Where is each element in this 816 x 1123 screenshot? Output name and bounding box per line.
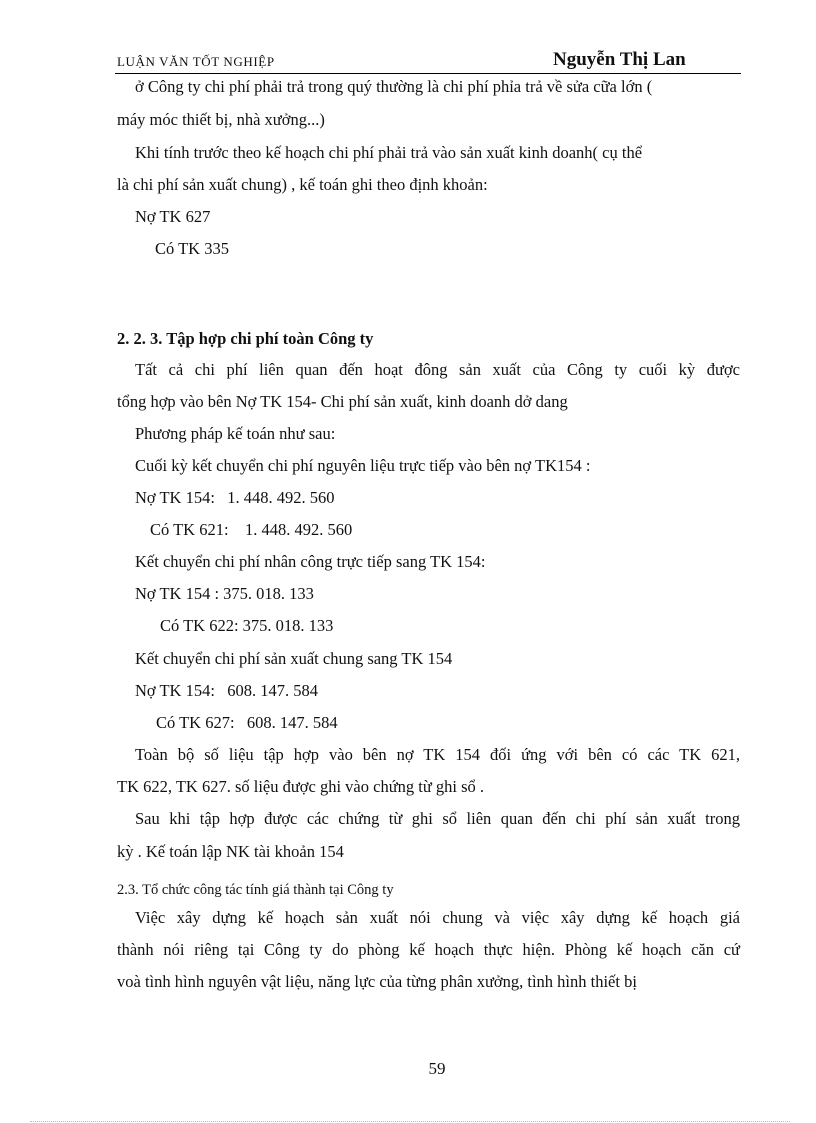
body-line: Toàn bộ số liệu tập hợp vào bên nợ TK 154 đối ứng với bên có các TK 621, [135,745,740,764]
body-line: voà tình hình nguyên vật liệu, năng lực của từng phân xưởng, tình hình thiết bị [117,972,637,991]
body-line: kỳ . Kế toán lập NK tài khoản 154 [117,842,344,861]
body-line: TK 622, TK 627. số liệu được ghi vào chứng từ ghi sổ . [117,777,485,796]
page-number: 59 [428,1059,446,1078]
body-line: Nợ TK 627 [135,207,211,226]
body-line: Sau khi tập hợp được các chứng từ ghi sổ liên quan đến chi phí sản xuất trong [135,809,740,828]
body-line: Có TK 621: 1. 448. 492. 560 [150,520,353,539]
body-line: Kết chuyển chi phí sản xuất chung sang TK 154 [135,649,453,668]
thesis-label: LUẬN VĂN TỐT NGHIỆP [117,54,275,69]
body-line: Nợ TK 154: 608. 147. 584 [135,681,319,700]
body-line: Kết chuyển chi phí nhân công trực tiếp sang TK 154: [135,552,486,571]
body-line: Cuối kỳ kết chuyển chi phí nguyên liệu trực tiếp vào bên nợ TK154 : [135,456,591,475]
page-bottom-edge [30,1121,790,1122]
body-line: Việc xây dựng kế hoạch sản xuất nói chung và việc xây dựng kế hoạch giá [135,908,740,927]
section-heading: 2. 2. 3. Tập hợp chi phí toàn Công ty [117,329,374,348]
body-line: Tất cả chi phí liên quan đến hoạt đông sản xuất của Công ty cuối kỳ được [135,360,740,379]
body-line: Có TK 335 [155,239,229,258]
author-name: Nguyễn Thị Lan [553,49,686,70]
body-line: Có TK 622: 375. 018. 133 [160,616,334,635]
body-line: máy móc thiết bị, nhà xưởng...) [117,110,325,129]
body-line: Nợ TK 154: 1. 448. 492. 560 [135,488,335,507]
body-line: Phương pháp kế toán như sau: [135,424,336,443]
header-rule [115,73,741,74]
body-line: Có TK 627: 608. 147. 584 [156,713,338,732]
body-line: tổng hợp vào bên Nợ TK 154- Chi phí sản xuất, kinh doanh dở dang [117,392,568,411]
body-line: Nợ TK 154 : 375. 018. 133 [135,584,314,603]
body-line: là chi phí sản xuất chung) , kế toán ghi theo định khoản: [117,175,488,194]
body-line: Khi tính trước theo kế hoạch chi phí phải trả vào sản xuất kinh doanh( cụ thể [135,143,643,162]
subsection-heading: 2.3. Tổ chức công tác tính giá thành tại Công ty [117,882,394,898]
body-line: thành nói riêng tại Công ty do phòng kế hoạch thực hiện. Phòng kế hoạch căn cứ [117,940,740,959]
body-line: ở Công ty chi phí phải trả trong quý thường là chi phí phỉa trả về sửa cữa lớn ( [135,77,653,96]
